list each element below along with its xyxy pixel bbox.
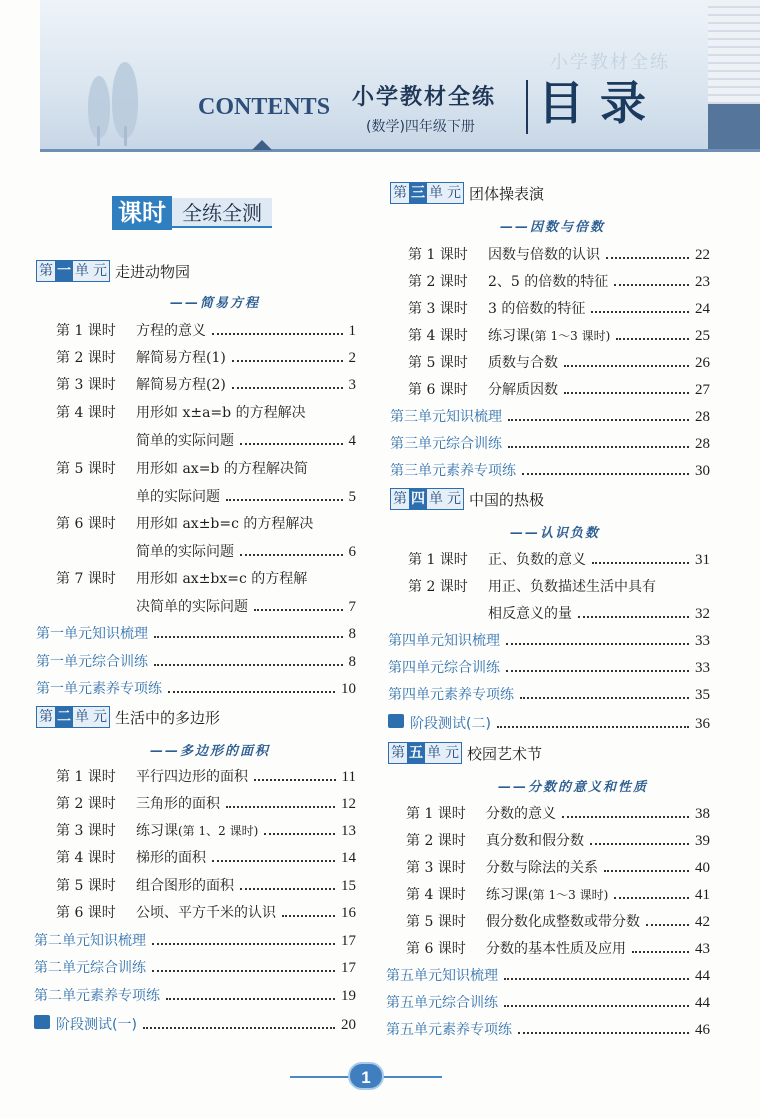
toc-entry[interactable] [56, 347, 356, 369]
toc-entry[interactable] [406, 884, 710, 906]
lesson-label: 第 2 课时 [56, 796, 116, 812]
page-number: 10 [341, 681, 356, 697]
leader-dots [232, 360, 343, 362]
lesson-title-line2: 简单的实际问题 [136, 433, 234, 449]
leader-dots [154, 664, 343, 666]
review-title: 第四单元素养专项练 [388, 687, 514, 703]
toc-entry[interactable] [56, 513, 356, 535]
page-number: 27 [695, 382, 710, 398]
toc-entry[interactable] [56, 320, 356, 342]
unit-4-header[interactable] [390, 488, 544, 510]
lesson-label: 第 6 课时 [56, 516, 116, 532]
unit-badge-prefix: 第 [393, 185, 407, 201]
page-number: 1 [348, 323, 356, 339]
lesson-label: 第 5 课时 [56, 461, 116, 477]
leader-dots [212, 333, 343, 335]
toc-entry[interactable] [406, 857, 710, 879]
leader-dots [614, 897, 689, 899]
page-number: 8 [348, 626, 356, 642]
leader-dots [578, 616, 689, 618]
review-title: 第五单元知识梳理 [386, 968, 498, 984]
page-number: 43 [695, 941, 710, 957]
lesson-title: 因数与倍数的认识 [488, 247, 600, 263]
leader-dots [497, 726, 689, 728]
toc-entry[interactable] [408, 271, 710, 293]
lesson-title: 用形如 x±a=b 的方程解决 [136, 405, 306, 421]
unit-2-badge [36, 706, 110, 728]
leader-dots [154, 636, 343, 638]
toc-entry-review[interactable] [388, 684, 710, 706]
toc-entry-review[interactable] [388, 630, 710, 652]
leader-dots [590, 843, 689, 845]
page-number: 26 [695, 355, 710, 371]
lesson-title: 分数的意义 [486, 806, 556, 822]
lesson-label: 第 1 课时 [408, 552, 468, 568]
unit-badge-prefix: 第 [393, 491, 407, 507]
unit-1-title: 走进动物园 [115, 262, 191, 281]
test-icon [34, 1015, 50, 1029]
review-title: 第四单元知识梳理 [388, 633, 500, 649]
unit-4-subtitle: ——认识负数 [510, 526, 601, 541]
toc-entry[interactable] [56, 458, 356, 480]
page-number: 38 [695, 806, 710, 822]
toc-entry[interactable] [408, 352, 710, 374]
lesson-label: 第 5 课时 [56, 878, 116, 894]
unit-badge-suffix: 元 [447, 491, 461, 507]
leader-dots [614, 284, 689, 286]
leader-dots [264, 833, 335, 835]
page-number: 6 [348, 544, 356, 560]
lesson-title: 用形如 ax±bx=c 的方程解 [136, 571, 308, 587]
page-number: 15 [341, 878, 356, 894]
page-number: 19 [341, 988, 356, 1004]
page-number: 24 [695, 301, 710, 317]
leader-dots [240, 888, 335, 890]
toc-entry-review[interactable] [34, 985, 356, 1007]
toc-entry-review[interactable] [386, 1019, 710, 1041]
toc-entry-continued[interactable] [136, 596, 356, 618]
review-title: 第三单元知识梳理 [390, 409, 502, 425]
header-banner [40, 0, 760, 152]
unit-2-title: 生活中的多边形 [115, 708, 221, 727]
page-number: 39 [695, 833, 710, 849]
page-number: 28 [695, 409, 710, 425]
lesson-title-note: (第 1～3 课时) [528, 888, 609, 902]
leader-dots [504, 978, 689, 980]
leader-dots [564, 392, 689, 394]
leader-dots [632, 951, 689, 953]
leader-dots [591, 311, 689, 313]
tree-trunk [124, 126, 127, 146]
leader-dots [604, 870, 689, 872]
leader-dots [143, 1027, 335, 1029]
lesson-title: 3 的倍数的特征 [488, 301, 586, 317]
leader-dots [166, 998, 335, 1000]
unit-badge-suffix: 单 [429, 185, 443, 201]
review-title: 第五单元综合训练 [386, 995, 498, 1011]
test-icon [388, 714, 404, 728]
toc-entry[interactable] [56, 793, 356, 815]
toc-entry[interactable] [56, 820, 356, 842]
page-number: 7 [348, 599, 356, 615]
leader-dots [508, 419, 689, 421]
page-number: 23 [695, 274, 710, 290]
toc-entry-stage-test[interactable] [388, 713, 710, 735]
page-number: 17 [341, 960, 356, 976]
leader-dots [508, 446, 689, 448]
toc-entry-continued[interactable] [488, 603, 710, 625]
toc-entry-review[interactable] [36, 678, 356, 700]
lesson-title: 解简易方程(1) [136, 350, 226, 366]
unit-5-title: 校园艺术节 [467, 744, 543, 763]
unit-badge-suffix: 元 [93, 263, 107, 279]
leader-dots [240, 443, 343, 445]
lesson-title: 真分数和假分数 [486, 833, 584, 849]
lesson-title [486, 884, 608, 904]
lesson-title: 用形如 ax±b=c 的方程解决 [136, 516, 314, 532]
lesson-title: 2、5 的倍数的特征 [488, 274, 609, 290]
leader-dots [606, 257, 689, 259]
lesson-label: 第 1 课时 [56, 769, 116, 785]
book-grade: (数学)四年级下册 [366, 119, 475, 135]
page-number: 44 [695, 968, 710, 984]
toc-entry-stage-test[interactable] [34, 1014, 356, 1036]
toc-entry-review[interactable] [388, 657, 710, 679]
review-title: 第二单元综合训练 [34, 960, 146, 976]
toc-entry-review[interactable] [390, 460, 710, 482]
lesson-label: 第 1 课时 [408, 247, 468, 263]
lesson-label: 第 5 课时 [406, 914, 466, 930]
unit-badge-suffix: 元 [447, 185, 461, 201]
lesson-title: 分数与除法的关系 [486, 860, 598, 876]
page-number: 3 [348, 377, 356, 393]
banner-block [708, 104, 760, 152]
unit-3-badge [390, 182, 464, 204]
section-badge-sub: 全练全测 [172, 198, 272, 228]
review-title: 第二单元知识梳理 [34, 933, 146, 949]
leader-dots [522, 473, 689, 475]
unit-badge-number: 三 [411, 185, 425, 201]
lesson-title-line2: 决简单的实际问题 [136, 599, 248, 615]
contents-label: CONTENTS [198, 94, 331, 120]
lesson-label: 第 2 课时 [56, 350, 116, 366]
review-title: 第一单元素养专项练 [36, 681, 162, 697]
toc-entry[interactable] [408, 576, 710, 598]
unit-4-title: 中国的热极 [469, 490, 545, 509]
toc-entry[interactable] [408, 298, 710, 320]
toc-entry-continued[interactable] [136, 486, 356, 508]
unit-5-subtitle: ——分数的意义和性质 [498, 780, 649, 795]
lesson-title: 用正、负数描述生活中具有 [488, 579, 656, 595]
unit-3-title: 团体操表演 [469, 184, 545, 203]
unit-badge-prefix: 第 [391, 745, 405, 761]
unit-1-subtitle: ——简易方程 [170, 296, 261, 311]
leader-dots [254, 779, 336, 781]
section-badge [112, 196, 272, 230]
footer-line-right [382, 1076, 442, 1078]
lesson-label: 第 3 课时 [406, 860, 466, 876]
page-number: 11 [341, 769, 356, 785]
review-title: 第一单元知识梳理 [36, 626, 148, 642]
page-number: 35 [695, 687, 710, 703]
leader-dots [646, 924, 689, 926]
leader-dots [212, 860, 335, 862]
toc-entry-review[interactable] [386, 992, 710, 1014]
unit-badge-prefix: 第 [39, 263, 53, 279]
footer-line-left [290, 1076, 350, 1078]
leader-dots [506, 670, 689, 672]
page-number: 28 [695, 436, 710, 452]
lesson-title-main: 练习课 [488, 328, 530, 344]
lesson-title [136, 820, 258, 840]
leader-dots [240, 554, 343, 556]
lesson-label: 第 6 课时 [406, 941, 466, 957]
toc-entry[interactable] [56, 847, 356, 869]
unit-3-header[interactable] [390, 182, 544, 204]
toc-entry[interactable] [56, 402, 356, 424]
leader-dots [518, 1032, 689, 1034]
lesson-label: 第 4 课时 [408, 328, 468, 344]
lesson-title: 正、负数的意义 [488, 552, 586, 568]
unit-5-header[interactable] [388, 742, 542, 764]
lesson-title-line2: 单的实际问题 [136, 489, 220, 505]
lesson-title: 方程的意义 [136, 323, 206, 339]
review-title: 第三单元综合训练 [390, 436, 502, 452]
unit-badge-suffix: 元 [445, 745, 459, 761]
page-number: 33 [695, 633, 710, 649]
unit-2-subtitle: ——多边形的面积 [150, 744, 271, 759]
lesson-label: 第 1 课时 [406, 806, 466, 822]
page-number: 4 [348, 433, 356, 449]
toc-entry-continued[interactable] [136, 430, 356, 452]
lesson-title: 三角形的面积 [136, 796, 220, 812]
page-number: 33 [695, 660, 710, 676]
page-number: 40 [695, 860, 710, 876]
page-number: 2 [348, 350, 356, 366]
page-number: 20 [341, 1017, 356, 1033]
unit-badge-suffix: 单 [75, 263, 89, 279]
toc-entry[interactable] [406, 830, 710, 852]
lesson-label: 第 2 课时 [408, 579, 468, 595]
leader-dots [168, 691, 335, 693]
toc-entry[interactable] [408, 325, 710, 347]
page-number: 12 [341, 796, 356, 812]
unit-4-badge [390, 488, 464, 510]
unit-badge-suffix: 单 [427, 745, 441, 761]
lesson-title: 梯形的面积 [136, 850, 206, 866]
lesson-title: 解简易方程(2) [136, 377, 226, 393]
page-number: 31 [695, 552, 710, 568]
toc-entry[interactable] [406, 938, 710, 960]
page-number: 30 [695, 463, 710, 479]
toc-entry-review[interactable] [390, 406, 710, 428]
unit-1-badge [36, 260, 110, 282]
lesson-title [488, 325, 610, 345]
page-number-badge: 1 [348, 1062, 384, 1090]
lesson-label: 第 4 课时 [56, 850, 116, 866]
toc-entry[interactable] [56, 766, 356, 788]
leader-dots [504, 1005, 689, 1007]
toc-entry[interactable] [406, 803, 710, 825]
toc-entry-review[interactable] [390, 433, 710, 455]
toc-entry[interactable] [56, 875, 356, 897]
leader-dots [592, 562, 689, 564]
lesson-label: 第 2 课时 [408, 274, 468, 290]
tree-trunk [97, 126, 100, 146]
leader-dots [226, 499, 343, 501]
lesson-title: 平行四边形的面积 [136, 769, 248, 785]
toc-entry[interactable] [406, 911, 710, 933]
lesson-title: 公顷、平方千米的认识 [136, 905, 276, 921]
page-number: 36 [695, 716, 710, 732]
leader-dots [152, 943, 335, 945]
toc-entry[interactable] [408, 549, 710, 571]
toc-entry[interactable] [408, 244, 710, 266]
unit-badge-number: 二 [57, 709, 71, 725]
lesson-title: 质数与合数 [488, 355, 558, 371]
lesson-label: 第 4 课时 [406, 887, 466, 903]
lesson-label: 第 2 课时 [406, 833, 466, 849]
lesson-title: 假分数化成整数或带分数 [486, 914, 640, 930]
leader-dots [282, 915, 335, 917]
header-divider [526, 80, 528, 134]
leader-dots [520, 697, 689, 699]
leader-dots [616, 338, 689, 340]
page-number: 8 [348, 654, 356, 670]
toc-entry-review[interactable] [386, 965, 710, 987]
toc-entry-review[interactable] [36, 651, 356, 673]
lesson-title-main: 练习课 [486, 887, 528, 903]
toc-entry-review[interactable] [34, 957, 356, 979]
page-number: 13 [341, 823, 356, 839]
review-title: 第五单元素养专项练 [386, 1022, 512, 1038]
lesson-title: 用形如 ax=b 的方程解决简 [136, 461, 308, 477]
lesson-title-main: 练习课 [136, 823, 178, 839]
unit-badge-number: 四 [411, 491, 425, 507]
stage-test-title: 阶段测试(二) [410, 716, 491, 732]
lesson-label: 第 3 课时 [56, 823, 116, 839]
lesson-label: 第 1 课时 [56, 323, 116, 339]
lesson-title-note: (第 1、2 课时) [178, 824, 259, 838]
page-title: 目录 [538, 76, 662, 130]
unit-2-header[interactable] [36, 706, 220, 728]
unit-3-subtitle: ——因数与倍数 [500, 220, 606, 235]
lesson-title: 组合图形的面积 [136, 878, 234, 894]
lesson-title-line2: 相反意义的量 [488, 606, 572, 622]
toc-entry-review[interactable] [34, 930, 356, 952]
review-title: 第二单元素养专项练 [34, 988, 160, 1004]
leader-dots [506, 643, 689, 645]
leader-dots [562, 816, 689, 818]
unit-1-header[interactable] [36, 260, 190, 282]
toc-entry[interactable] [56, 902, 356, 924]
stage-test-title: 阶段测试(一) [56, 1017, 137, 1033]
page-number: 16 [341, 905, 356, 921]
page-number: 14 [341, 850, 356, 866]
toc-entry[interactable] [56, 374, 356, 396]
unit-badge-prefix: 第 [39, 709, 53, 725]
banner-watermark: 小学教材全练 [550, 52, 670, 73]
lesson-label: 第 3 课时 [56, 377, 116, 393]
page-number: 44 [695, 995, 710, 1011]
page-number: 42 [695, 914, 710, 930]
lesson-label: 第 3 课时 [408, 301, 468, 317]
unit-badge-suffix: 元 [93, 709, 107, 725]
page-number: 32 [695, 606, 710, 622]
leader-dots [152, 970, 335, 972]
section-badge-main: 课时 [112, 196, 172, 230]
lesson-title: 分解质因数 [488, 382, 558, 398]
leader-dots [232, 387, 343, 389]
page-number: 17 [341, 933, 356, 949]
lesson-title-note: (第 1～3 课时) [530, 329, 611, 343]
unit-badge-suffix: 单 [75, 709, 89, 725]
page-number: 22 [695, 247, 710, 263]
lesson-label: 第 4 课时 [56, 405, 116, 421]
review-title: 第三单元素养专项练 [390, 463, 516, 479]
page-number: 5 [348, 489, 356, 505]
toc-entry[interactable] [56, 568, 356, 590]
review-title: 第四单元综合训练 [388, 660, 500, 676]
unit-badge-suffix: 单 [429, 491, 443, 507]
banner-pointer [252, 140, 272, 150]
unit-badge-number: 五 [409, 745, 423, 761]
page-number: 25 [695, 328, 710, 344]
lesson-label: 第 5 课时 [408, 355, 468, 371]
toc-entry[interactable] [408, 379, 710, 401]
page-number: 46 [695, 1022, 710, 1038]
toc-entry-review[interactable] [36, 623, 356, 645]
book-brand: 小学教材全练 [352, 85, 497, 110]
toc-entry-continued[interactable] [136, 541, 356, 563]
lesson-label: 第 7 课时 [56, 571, 116, 587]
page-number: 41 [695, 887, 710, 903]
leader-dots [254, 609, 343, 611]
lesson-label: 第 6 课时 [408, 382, 468, 398]
leader-dots [564, 365, 689, 367]
unit-badge-number: 一 [57, 263, 71, 279]
lesson-title-line2: 简单的实际问题 [136, 544, 234, 560]
leader-dots [226, 806, 335, 808]
lesson-title: 分数的基本性质及应用 [486, 941, 626, 957]
lesson-label: 第 6 课时 [56, 905, 116, 921]
unit-5-badge [388, 742, 462, 764]
review-title: 第一单元综合训练 [36, 654, 148, 670]
